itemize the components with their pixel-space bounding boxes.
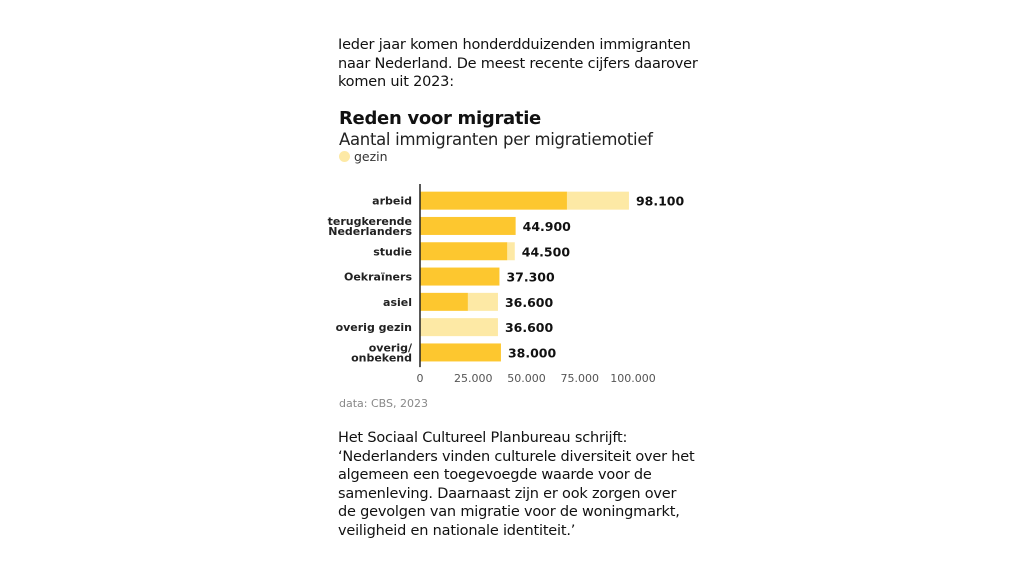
bar-segment: [420, 343, 501, 361]
bar-segment: [420, 318, 498, 336]
bar-segment: [507, 242, 514, 260]
outro-paragraph: Het Sociaal Cultureel Planbureau schrijft: ‘Nederlanders vinden culturele diversiteit over het algemeen een toegevoegde waarde voor de samenleving. Daarnaast zijn er ook zorgen over de gevolgen van migratie voor de woningmarkt, veiligheid en nationale identiteit.’: [338, 430, 695, 539]
x-tick-label: 100.000: [610, 372, 656, 386]
x-tick-label: 0: [416, 372, 424, 386]
chart-source: data: CBS, 2023: [339, 397, 428, 410]
category-label: Nederlanders: [328, 224, 412, 238]
value-label: 37.300: [506, 269, 555, 285]
category-label: Oekraïners: [343, 270, 412, 284]
value-label: 36.600: [504, 320, 554, 336]
chart-subtitle: Aantal immigranten per migratiemotief: [339, 130, 653, 149]
value-label: 98.100: [635, 193, 685, 209]
value-label: 38.000: [507, 345, 557, 361]
bar-segment: [420, 192, 567, 210]
intro-paragraph: Ieder jaar komen honderdduizenden immigranten naar Nederland. De meest recente cijfers daarover komen uit 2023:: [338, 37, 698, 90]
bar-segment: [420, 242, 507, 260]
x-tick-label: 75.000: [560, 372, 599, 386]
bar-segment: [420, 268, 499, 286]
bar-segment: [468, 293, 498, 311]
bar-segment: [420, 293, 468, 311]
chart-title: Reden voor migratie: [339, 108, 541, 129]
bar-segment: [420, 217, 516, 235]
category-label: terugkerende: [327, 214, 412, 228]
category-label: overig/: [368, 341, 412, 355]
category-label: overig gezin: [335, 321, 412, 335]
category-label: arbeid: [372, 194, 412, 208]
x-tick-label: 50.000: [507, 372, 546, 386]
category-label: asiel: [383, 295, 412, 309]
value-label: 36.600: [504, 294, 554, 310]
x-tick-label: 25.000: [454, 372, 493, 386]
bar-segment: [567, 192, 629, 210]
category-label: onbekend: [351, 351, 412, 365]
value-label: 44.500: [521, 244, 571, 260]
value-label: 44.900: [522, 218, 571, 234]
legend-label-gezin: gezin: [354, 149, 388, 164]
category-label: studie: [373, 245, 412, 259]
